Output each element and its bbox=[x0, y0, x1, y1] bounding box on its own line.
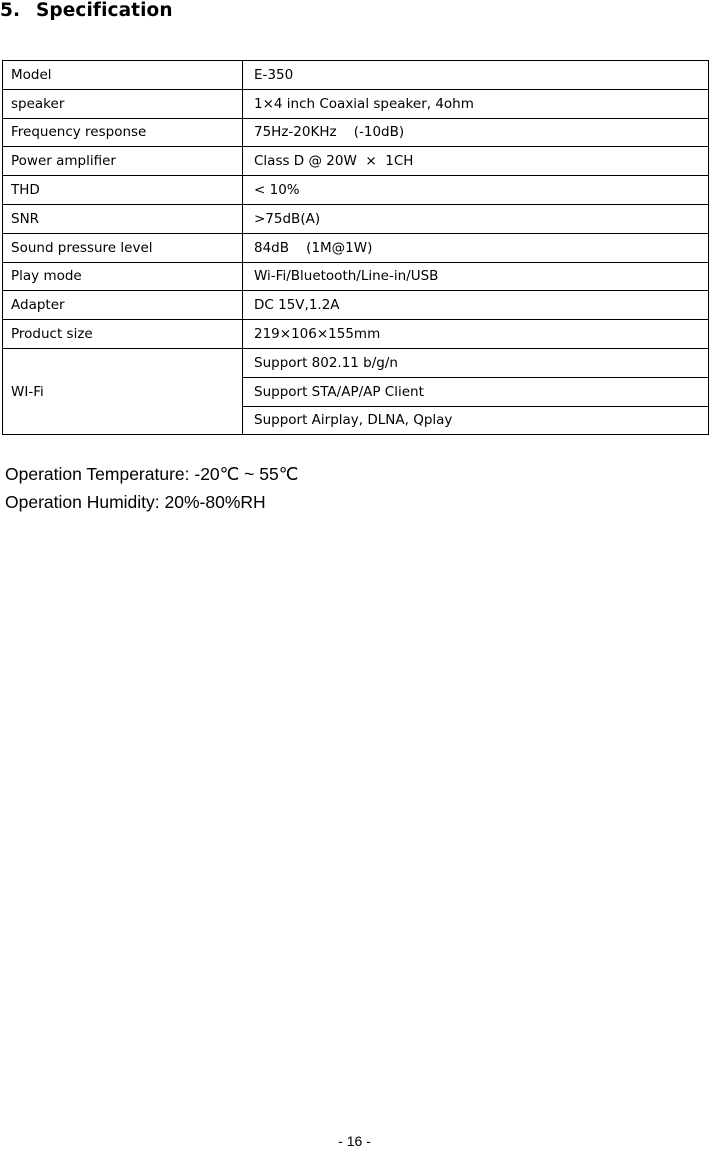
spec-label: Sound pressure level bbox=[3, 233, 243, 262]
table-row bbox=[3, 204, 709, 233]
spec-label: Model bbox=[3, 61, 243, 90]
spec-value: < 10% bbox=[243, 176, 709, 205]
spec-value-wifi: Support STA/AP/AP Client bbox=[243, 377, 709, 406]
spec-value: 84dB (1M@1W) bbox=[243, 233, 709, 262]
spec-label: Play mode bbox=[3, 262, 243, 291]
specification-table bbox=[2, 60, 709, 435]
page-number: - 16 - bbox=[338, 1133, 371, 1149]
table-row bbox=[3, 147, 709, 176]
table-row bbox=[3, 61, 709, 90]
spec-value: 75Hz-20KHz (-10dB) bbox=[243, 118, 709, 147]
spec-value: Wi-Fi/Bluetooth/Line-in/USB bbox=[243, 262, 709, 291]
table-row bbox=[3, 233, 709, 262]
table-row bbox=[3, 262, 709, 291]
table-row bbox=[3, 89, 709, 118]
operation-temperature: Operation Temperature: -20℃ ~ 55℃ bbox=[5, 464, 299, 484]
page-title bbox=[0, 0, 173, 22]
spec-value-wifi: Support Airplay, DLNA, Qplay bbox=[243, 406, 709, 435]
spec-label: Product size bbox=[3, 320, 243, 349]
section-number: 5. bbox=[0, 0, 21, 21]
spec-label-wifi: WI-Fi bbox=[3, 348, 243, 434]
spec-value: 219×106×155mm bbox=[243, 320, 709, 349]
table-row bbox=[3, 176, 709, 205]
table-row bbox=[3, 320, 709, 349]
operation-notes bbox=[5, 460, 298, 516]
operation-humidity: Operation Humidity: 20%-80%RH bbox=[5, 492, 266, 512]
section-title: Specification bbox=[36, 0, 173, 21]
spec-label: SNR bbox=[3, 204, 243, 233]
spec-value: E-350 bbox=[243, 61, 709, 90]
spec-label: Frequency response bbox=[3, 118, 243, 147]
spec-value-wifi: Support 802.11 b/g/n bbox=[243, 348, 709, 377]
table-row bbox=[3, 291, 709, 320]
table-row-wifi bbox=[3, 348, 709, 377]
table-row bbox=[3, 118, 709, 147]
spec-label: THD bbox=[3, 176, 243, 205]
spec-value: 1×4 inch Coaxial speaker, 4ohm bbox=[243, 89, 709, 118]
spec-label: Power amplifier bbox=[3, 147, 243, 176]
spec-value: >75dB(A) bbox=[243, 204, 709, 233]
spec-label: speaker bbox=[3, 89, 243, 118]
spec-label: Adapter bbox=[3, 291, 243, 320]
spec-value: DC 15V,1.2A bbox=[243, 291, 709, 320]
spec-value: Class D @ 20W × 1CH bbox=[243, 147, 709, 176]
